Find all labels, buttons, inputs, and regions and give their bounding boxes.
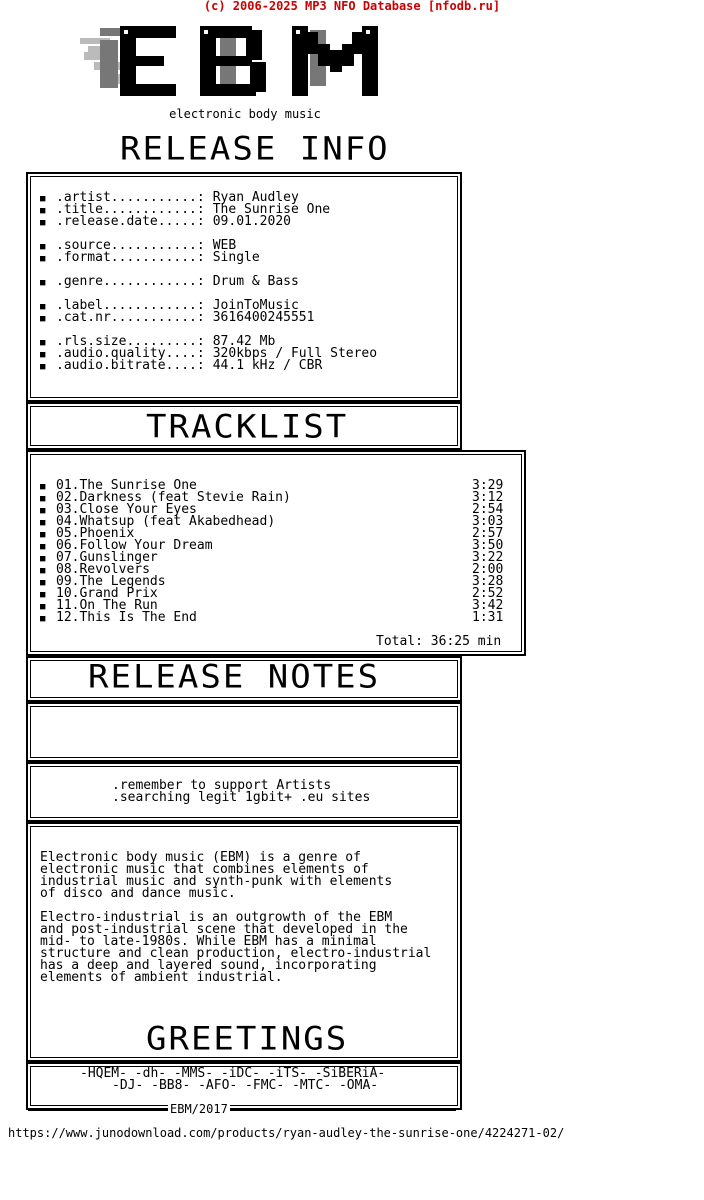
info-value: 3616400245551 xyxy=(212,310,315,325)
info-value: 87.42 Mb xyxy=(212,334,276,349)
info-key: .audio.bitrate....: xyxy=(56,358,205,373)
track-title: 09.The Legends xyxy=(56,574,166,589)
info-key: .cat.nr...........: xyxy=(56,310,205,325)
info-key: .artist...........: xyxy=(56,190,205,205)
greetings-heading: GREETINGS xyxy=(146,1020,349,1058)
track-title: 01.The Sunrise One xyxy=(56,478,197,493)
info-row xyxy=(40,252,260,265)
info-value: WEB xyxy=(212,238,237,253)
bullet-icon: ■ xyxy=(40,590,46,600)
bullet-icon: ■ xyxy=(40,350,46,360)
release-notes-box xyxy=(26,702,462,762)
bullet-icon: ■ xyxy=(40,278,46,288)
source-url-link[interactable]: https://www.junodownload.com/products/ryan-audley-the-sunrise-one/4224271-02/ xyxy=(8,1126,565,1140)
info-value: 09.01.2020 xyxy=(212,214,291,229)
bullet-icon: ■ xyxy=(40,194,46,204)
track-title: 05.Phoenix xyxy=(56,526,135,541)
logo-tagline: electronic body music xyxy=(169,107,321,121)
track-duration: 3:42 xyxy=(472,598,504,613)
info-key: .source...........: xyxy=(56,238,205,253)
track-title: 08.Revolvers xyxy=(56,562,150,577)
footer-tag: EBM/2017 xyxy=(170,1102,228,1116)
track-title: 12.This Is The End xyxy=(56,610,197,625)
bullet-icon: ■ xyxy=(40,254,46,264)
bullet-icon: ■ xyxy=(40,614,46,624)
info-value: JoinToMusic xyxy=(212,298,299,313)
about-line: structure and clean production, electro-industrial xyxy=(40,946,432,961)
bullet-icon: ■ xyxy=(40,506,46,516)
info-value: Drum & Bass xyxy=(212,274,299,289)
release-notes-heading: RELEASE NOTES xyxy=(88,658,381,696)
support-line-2: .searching legit 1gbit+ .eu sites xyxy=(112,790,371,805)
about-line: Electro-industrial is an outgrowth of the EBM xyxy=(40,910,393,925)
track-duration: 3:12 xyxy=(472,490,504,505)
track-title: 07.Gunslinger xyxy=(56,550,158,565)
bullet-icon: ■ xyxy=(40,206,46,216)
bullet-icon: ■ xyxy=(40,314,46,324)
info-key: .rls.size.........: xyxy=(56,334,205,349)
info-key: .audio.quality....: xyxy=(56,346,205,361)
release-info-heading: RELEASE INFO xyxy=(120,130,390,168)
bullet-icon: ■ xyxy=(40,242,46,252)
bullet-icon: ■ xyxy=(40,602,46,612)
track-title: 10.Grand Prix xyxy=(56,586,158,601)
bullet-icon: ■ xyxy=(40,578,46,588)
track-duration: 2:00 xyxy=(472,562,504,577)
bullet-icon: ■ xyxy=(40,362,46,372)
bullet-icon: ■ xyxy=(40,494,46,504)
track-row xyxy=(40,612,510,625)
bullet-icon: ■ xyxy=(40,518,46,528)
bullet-icon: ■ xyxy=(40,302,46,312)
about-line: has a deep and layered sound, incorporating xyxy=(40,958,377,973)
track-duration: 3:28 xyxy=(472,574,504,589)
info-value: Ryan Audley xyxy=(212,190,299,205)
support-line-1: .remember to support Artists xyxy=(112,778,332,793)
greetings-line-2: -DJ- -BB8- -AFO- -FMC- -MTC- -OMA- xyxy=(112,1078,379,1093)
track-duration: 3:50 xyxy=(472,538,504,553)
about-line: elements of ambient industrial. xyxy=(40,970,283,985)
track-duration: 2:54 xyxy=(472,502,504,517)
about-line: mid- to late-1980s. While EBM has a minimal xyxy=(40,934,377,949)
about-line: of disco and dance music. xyxy=(40,886,236,901)
info-key: .label............: xyxy=(56,298,205,313)
track-duration: 3:29 xyxy=(472,478,504,493)
track-title: 06.Follow Your Dream xyxy=(56,538,213,553)
info-value: 320kbps / Full Stereo xyxy=(212,346,378,361)
bullet-icon: ■ xyxy=(40,566,46,576)
bullet-icon: ■ xyxy=(40,542,46,552)
track-title: 03.Close Your Eyes xyxy=(56,502,197,517)
track-duration: 2:52 xyxy=(472,586,504,601)
info-key: .format...........: xyxy=(56,250,205,265)
footer-rule xyxy=(28,1108,456,1111)
tracklist-heading: TRACKLIST xyxy=(146,408,349,446)
info-value: Single xyxy=(212,250,260,265)
about-line: industrial music and synth-punk with elements xyxy=(40,874,393,889)
about-line: Electronic body music (EBM) is a genre of xyxy=(40,850,361,865)
bullet-icon: ■ xyxy=(40,482,46,492)
info-value: 44.1 kHz / CBR xyxy=(212,358,323,373)
bullet-icon: ■ xyxy=(40,554,46,564)
track-duration: 3:03 xyxy=(472,514,504,529)
track-title: 02.Darkness (feat Stevie Rain) xyxy=(56,490,291,505)
info-row xyxy=(40,276,299,289)
track-title: 11.On The Run xyxy=(56,598,158,613)
total-time: Total: 36:25 min xyxy=(376,634,502,649)
info-key: .release.date.....: xyxy=(56,214,205,229)
info-key: .genre............: xyxy=(56,274,205,289)
info-row xyxy=(40,360,322,373)
info-row xyxy=(40,312,314,325)
ebm-logo xyxy=(80,22,390,100)
info-value: The Sunrise One xyxy=(212,202,331,217)
greetings-line-1: -HQEM- -dh- -MMS- -iDC- -iTS- -SiBERiA- xyxy=(80,1066,386,1081)
track-duration: 2:57 xyxy=(472,526,504,541)
about-line: and post-industrial scene that developed in the xyxy=(40,922,408,937)
info-key: .title............: xyxy=(56,202,205,217)
track-duration: 1:31 xyxy=(472,610,504,625)
track-title: 04.Whatsup (feat Akabedhead) xyxy=(56,514,276,529)
bullet-icon: ■ xyxy=(40,530,46,540)
info-row xyxy=(40,216,291,229)
copyright-banner: (c) 2006-2025 MP3 NFO Database [nfodb.ru] xyxy=(203,0,501,13)
bullet-icon: ■ xyxy=(40,218,46,228)
bullet-icon: ■ xyxy=(40,338,46,348)
about-line: electronic music that combines elements of xyxy=(40,862,369,877)
track-duration: 3:22 xyxy=(472,550,504,565)
